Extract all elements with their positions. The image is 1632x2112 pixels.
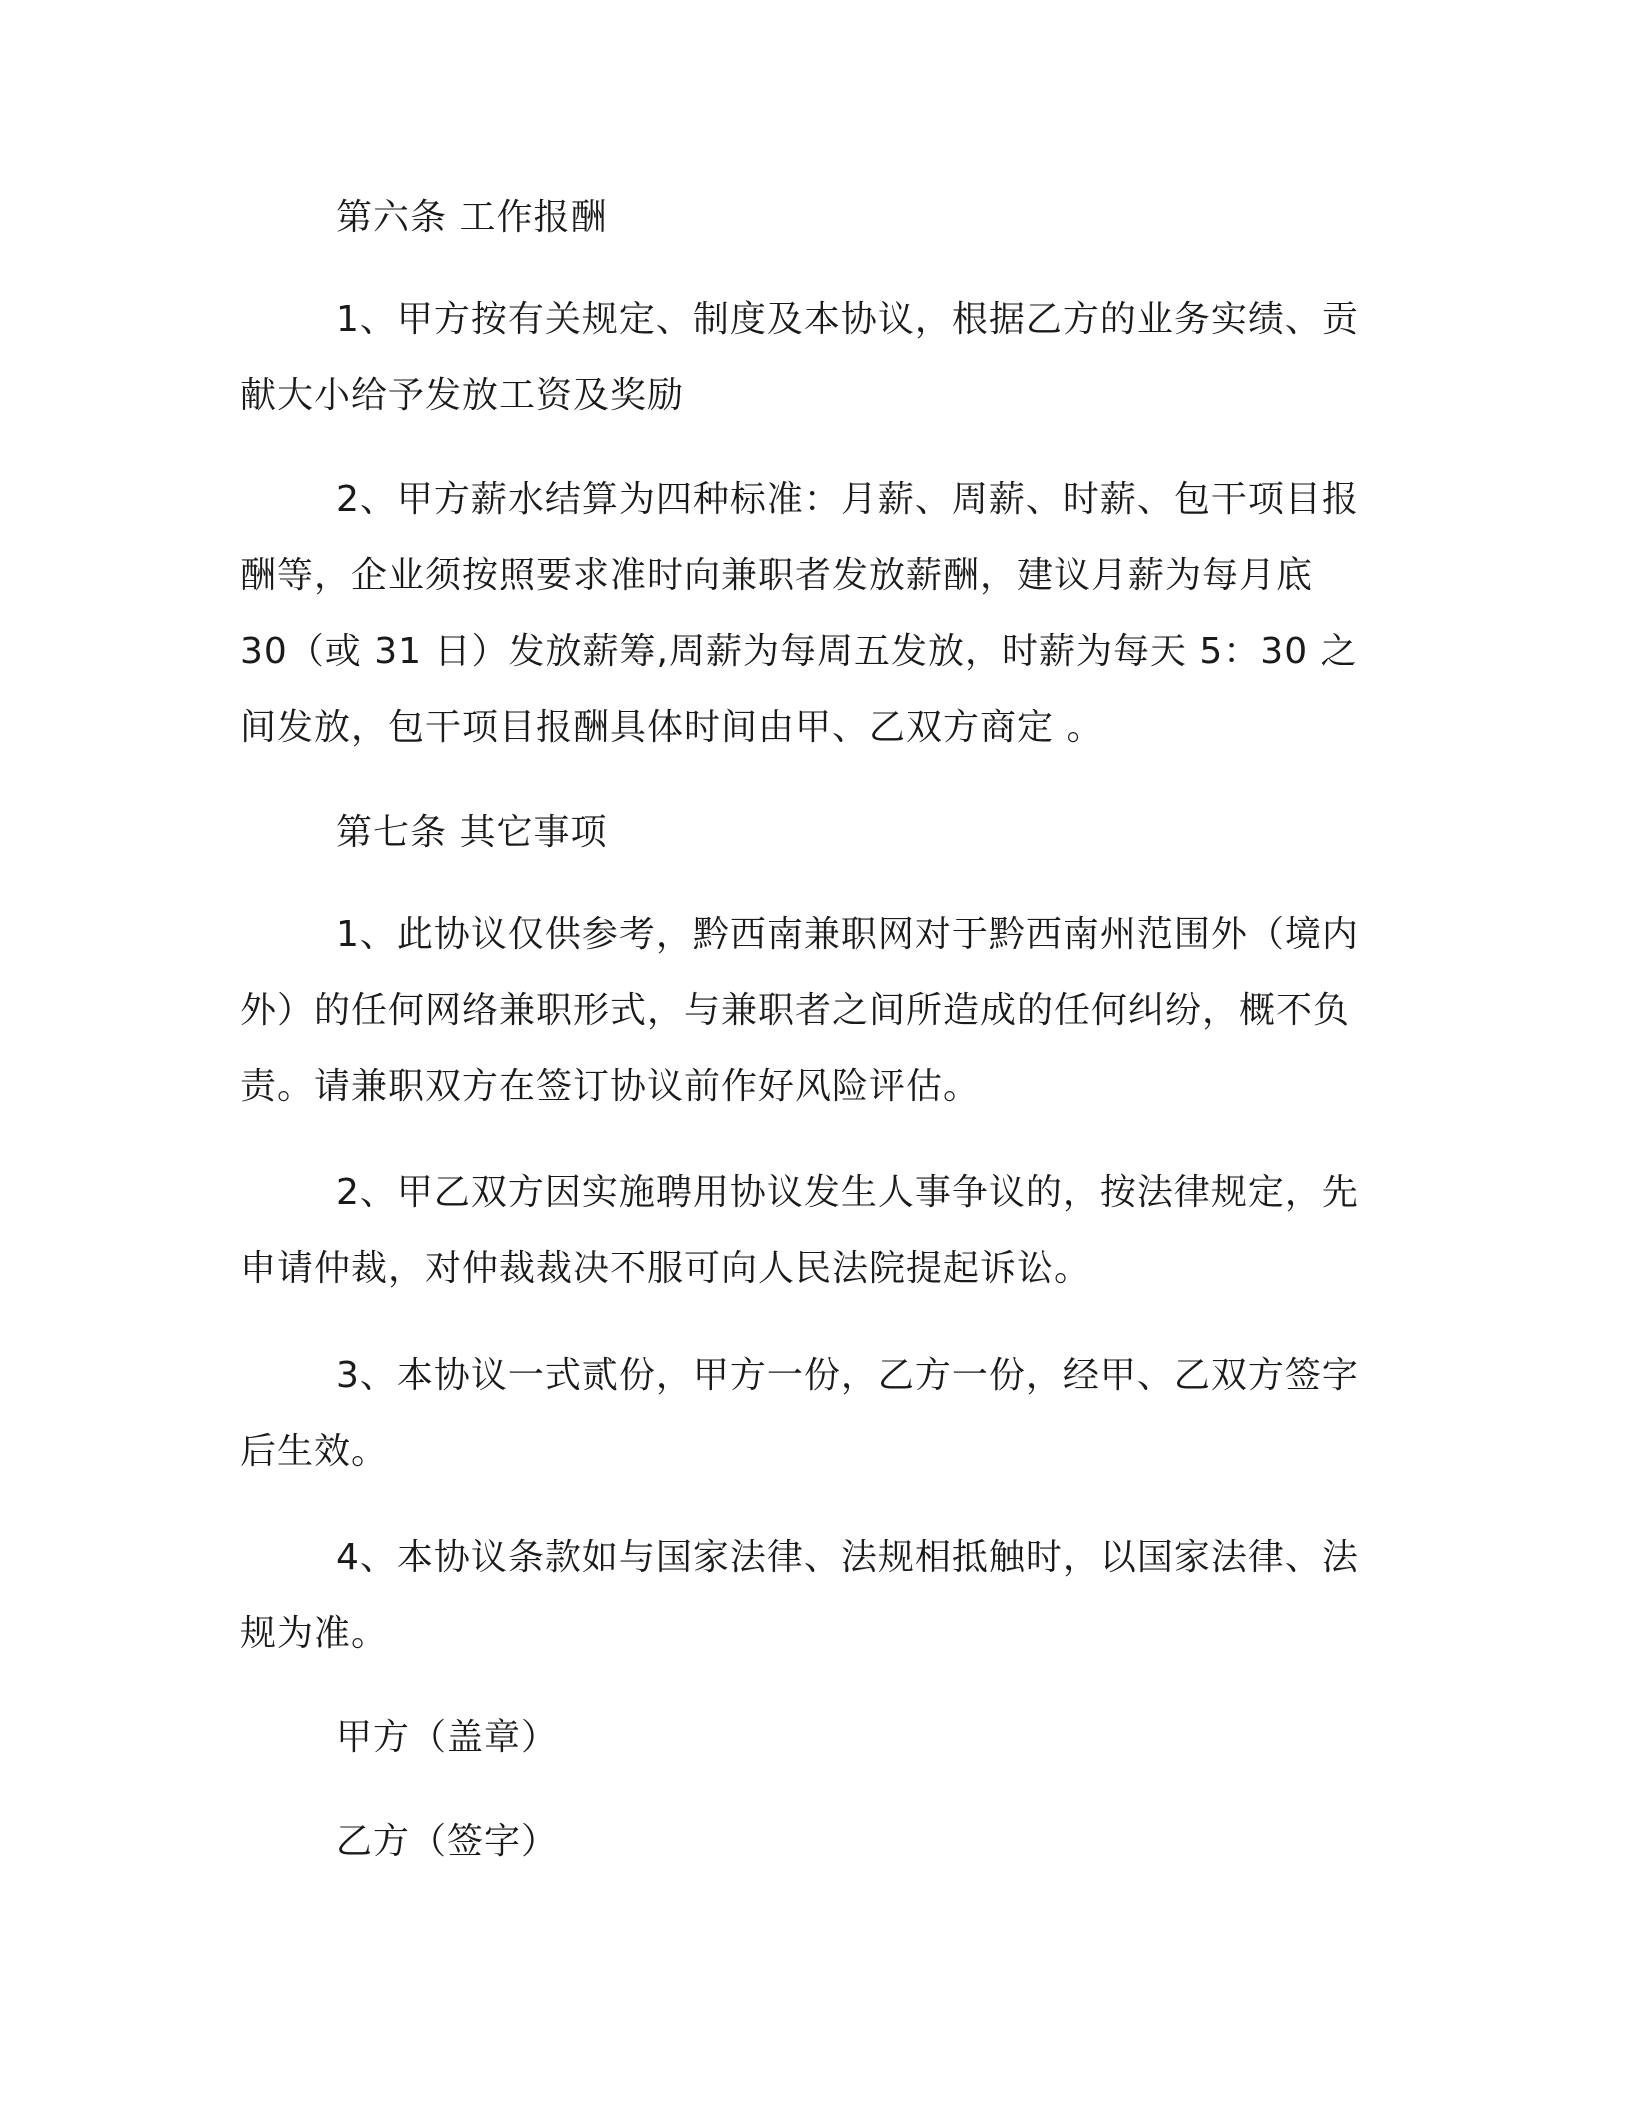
party-a-signature-label: 甲方（盖章） <box>336 1717 559 1758</box>
article-6-item-1: 1、甲方按有关规定、制度及本协议，根据乙方的业务实绩、贡献大小给予发放工资及奖励 <box>240 299 1359 416</box>
article-6-heading: 第六条 工作报酬 <box>336 197 608 238</box>
article-7-item-4: 4、本协议条款如与国家法律、法规相抵触时，以国家法律、法规为准。 <box>240 1537 1359 1654</box>
article-6-item-2: 2、甲方薪水结算为四种标准：月薪、周薪、时薪、包干项目报酬等，企业须按照要求准时向兼职者发放薪酬，建议月薪为每月底 30（或 31 日）发放薪筹,周薪为每周五发放，时薪为每天 5：30 之间发放，包干项目报酬具体时间由甲、乙双方商定 。 <box>240 479 1359 748</box>
article-7-item-2: 2、甲乙双方因实施聘用协议发生人事争议的，按法律规定，先申请仲裁，对仲裁裁决不服可向人民法院提起诉讼。 <box>240 1172 1359 1289</box>
party-b-signature-label: 乙方（签字） <box>336 1821 559 1862</box>
article-7-item-3: 3、本协议一式贰份，甲方一份，乙方一份，经甲、乙双方签字后生效。 <box>240 1355 1359 1472</box>
article-7-item-1: 1、此协议仅供参考，黔西南兼职网对于黔西南州范围外（境内外）的任何网络兼职形式，与兼职者之间所造成的任何纠纷，概不负责。请兼职双方在签订协议前作好风险评估。 <box>240 914 1359 1107</box>
article-7-heading: 第七条 其它事项 <box>336 812 608 853</box>
